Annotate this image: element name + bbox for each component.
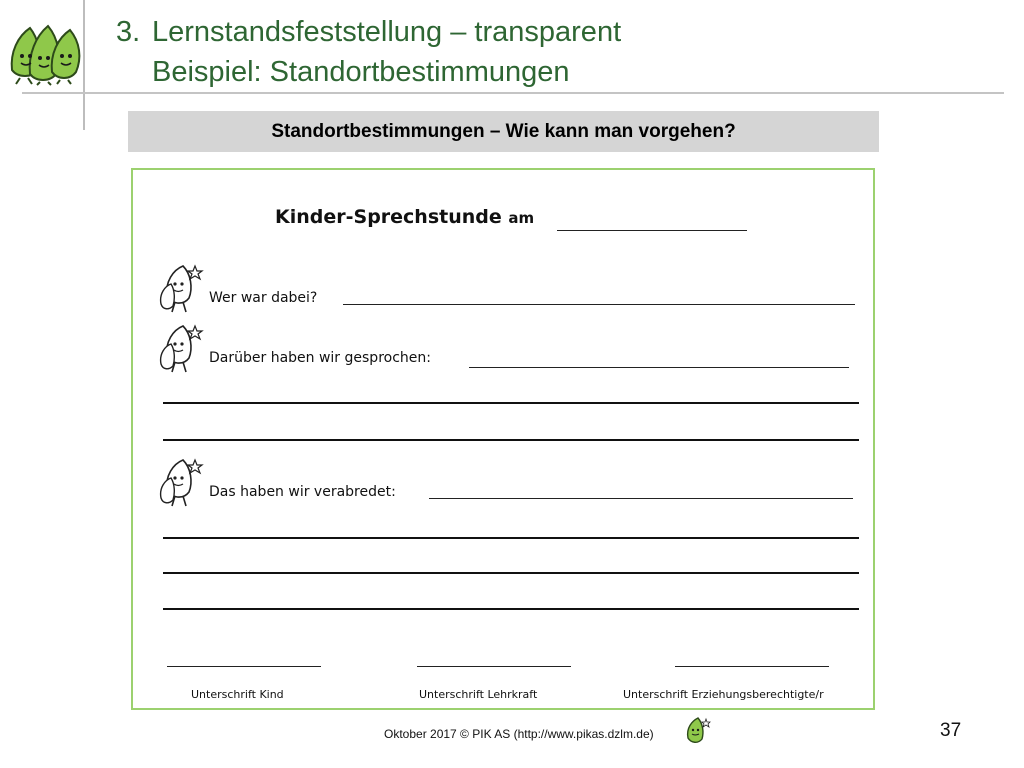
section-banner: Standortbestimmungen – Wie kann man vorgehen? — [128, 111, 879, 152]
header-horizontal-divider — [22, 92, 1004, 94]
leaf-mascot-icon — [159, 322, 207, 374]
footer-copyright: Oktober 2017 © PIK AS (http://www.pikas.dzlm.de) — [384, 727, 654, 741]
worksheet-title-text: Kinder-Sprechstunde — [275, 206, 502, 228]
date-fill-line — [557, 230, 747, 231]
signature-child-line — [167, 666, 321, 667]
question-agreed-answer-line-1 — [163, 537, 859, 539]
question-discussed-label: Darüber haben wir gesprochen: — [209, 350, 431, 366]
worksheet-title-suffix: am — [508, 209, 535, 227]
question-discussed-answer-line-1 — [163, 402, 859, 404]
leaf-mascot-icon — [159, 456, 207, 508]
slide-title: Lernstandsfeststellung – transparent — [152, 16, 622, 48]
signature-child-label: Unterschrift Kind — [191, 688, 284, 701]
question-discussed-fill-line — [469, 367, 849, 368]
worksheet-title — [275, 206, 534, 228]
header-vertical-divider — [83, 0, 85, 130]
question-who-fill-line — [343, 304, 855, 305]
worksheet — [131, 168, 875, 710]
signature-teacher-label: Unterschrift Lehrkraft — [419, 688, 538, 701]
slide-subtitle: Beispiel: Standortbestimmungen — [152, 56, 570, 88]
question-agreed-answer-line-3 — [163, 608, 859, 610]
slide-title-number: 3. — [116, 16, 141, 48]
question-who-label: Wer war dabei? — [209, 290, 318, 306]
signature-guardian-label: Unterschrift Erziehungsberechtigte/r — [623, 688, 824, 701]
signature-guardian-line — [675, 666, 829, 667]
question-discussed-answer-line-2 — [163, 439, 859, 441]
question-agreed-fill-line — [429, 498, 853, 499]
leaf-mascot-icon — [159, 262, 207, 314]
signature-teacher-line — [417, 666, 571, 667]
leaf-mascot-icon — [682, 716, 712, 746]
question-agreed-answer-line-2 — [163, 572, 859, 574]
question-agreed-label: Das haben wir verabredet: — [209, 484, 396, 500]
pikas-leaves-logo-icon — [8, 22, 84, 86]
page-number: 37 — [940, 720, 962, 741]
